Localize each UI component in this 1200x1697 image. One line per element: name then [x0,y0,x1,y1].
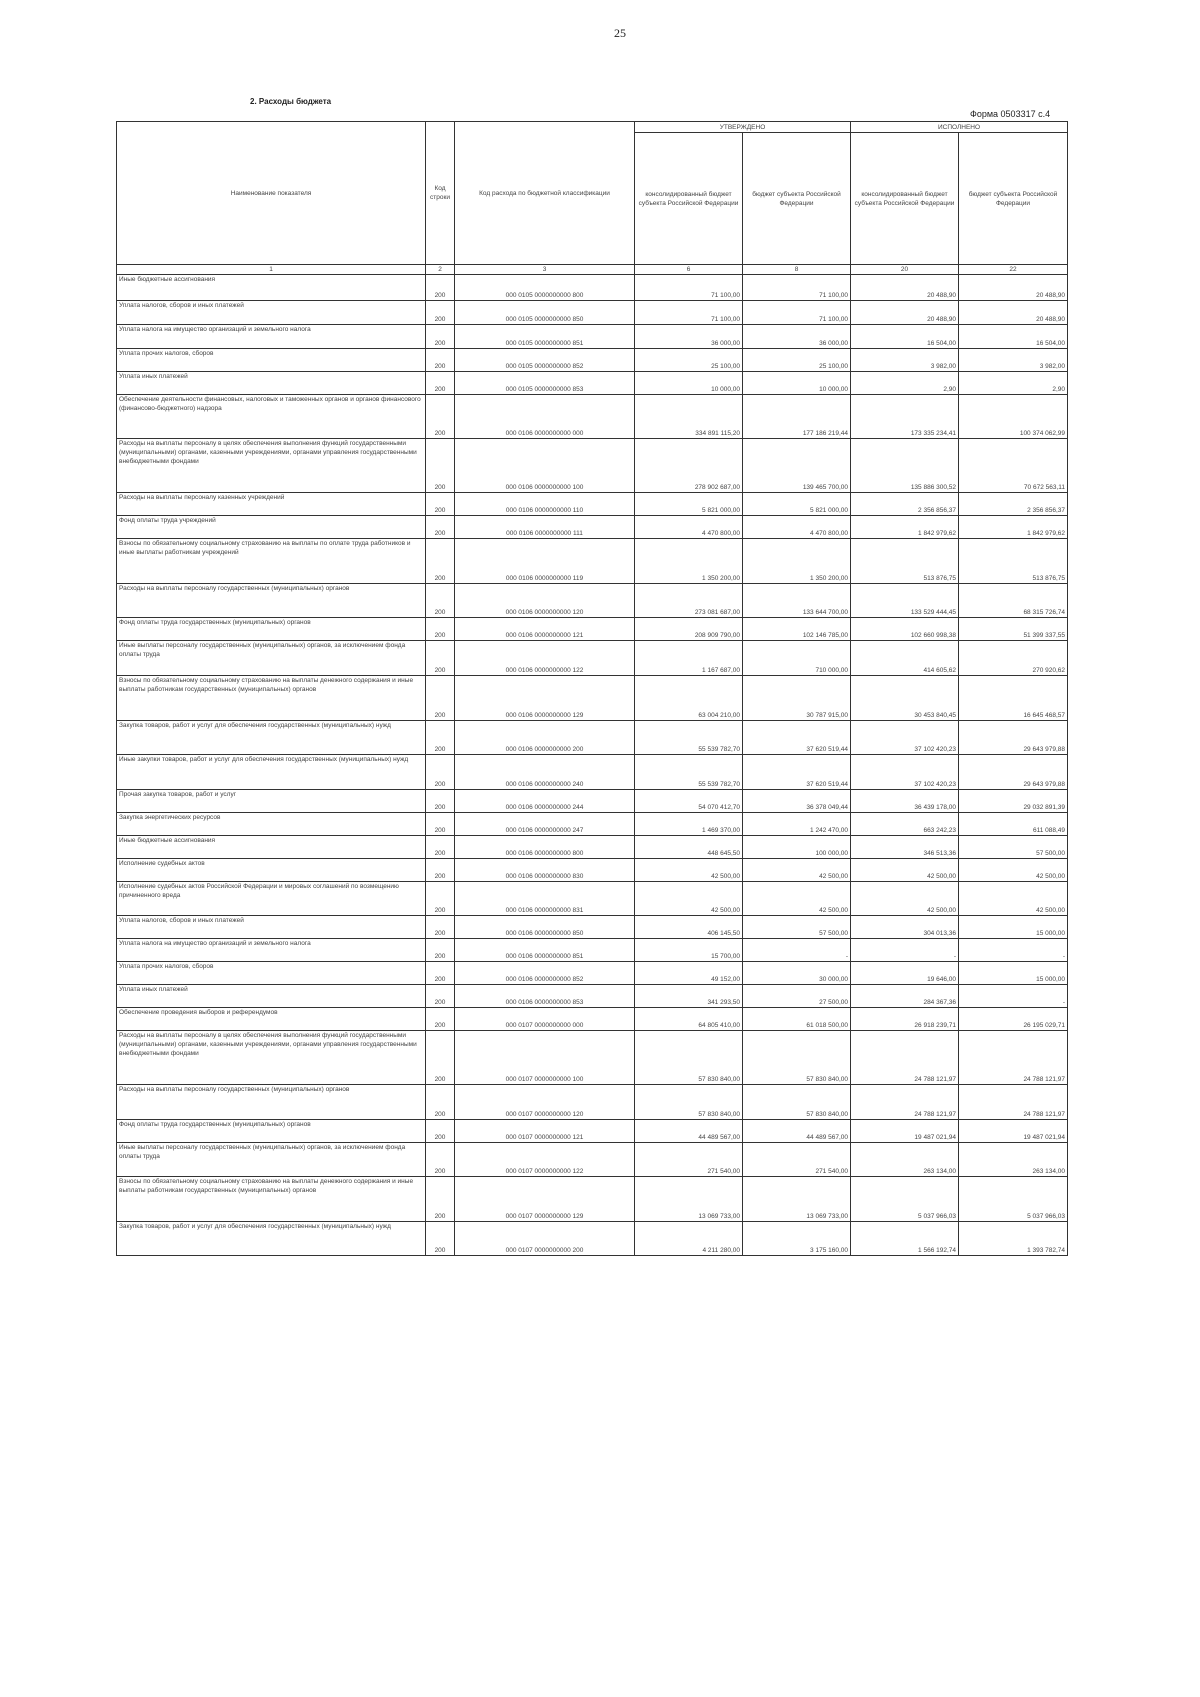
column-number: 2 [426,265,455,275]
table-cell-executed-subject: 1 393 782,74 [959,1222,1068,1256]
table-cell-approved-consolidated: 208 909 790,00 [635,618,743,641]
table-cell-code: 000 0105 0000000000 850 [455,301,635,325]
table-cell-line: 200 [426,439,455,493]
table-cell-executed-consolidated: 133 529 444,45 [851,584,959,618]
table-cell-line: 200 [426,790,455,813]
table-row [117,275,1068,301]
table-cell-approved-consolidated: 25 100,00 [635,349,743,372]
table-cell-name: Обеспечение проведения выборов и референдумов [117,1008,426,1031]
table-cell-code: 000 0106 0000000000 830 [455,859,635,882]
table-cell-executed-consolidated: 304 013,36 [851,916,959,939]
table-cell-executed-subject: 100 374 062,99 [959,395,1068,439]
table-cell-executed-subject: 15 000,00 [959,916,1068,939]
table-cell-code: 000 0106 0000000000 850 [455,916,635,939]
table-row [117,1177,1068,1222]
table-cell-name: Закупка товаров, работ и услуг для обеспечения государственных (муниципальных) нужд [117,721,426,755]
table-cell-executed-consolidated: 19 487 021,94 [851,1120,959,1143]
column-number: 8 [743,265,851,275]
header-line-code: Код строки [426,122,455,265]
table-cell-executed-subject: 42 500,00 [959,882,1068,916]
table-cell-approved-subject: 1 350 200,00 [743,539,851,584]
table-cell-executed-consolidated: 24 788 121,97 [851,1085,959,1120]
table-cell-approved-subject: 27 500,00 [743,985,851,1008]
table-cell-executed-consolidated: 24 788 121,97 [851,1031,959,1085]
table-cell-code: 000 0105 0000000000 853 [455,372,635,395]
table-row [117,539,1068,584]
table-cell-approved-consolidated: 1 469 370,00 [635,813,743,836]
table-cell-executed-subject: 270 920,62 [959,641,1068,676]
table-cell-executed-subject: 15 000,00 [959,962,1068,985]
table-cell-line: 200 [426,1008,455,1031]
table-cell-code: 000 0107 0000000000 200 [455,1222,635,1256]
table-cell-code: 000 0107 0000000000 121 [455,1120,635,1143]
table-cell-approved-subject: 25 100,00 [743,349,851,372]
section-title: 2. Расходы бюджета [250,97,332,106]
table-cell-code: 000 0106 0000000000 247 [455,813,635,836]
table-cell-approved-subject: 5 821 000,00 [743,493,851,516]
table-cell-approved-consolidated: 1 350 200,00 [635,539,743,584]
table-cell-line: 200 [426,1031,455,1085]
table-row [117,1031,1068,1085]
table-row [117,493,1068,516]
table-cell-executed-subject: 16 645 468,57 [959,676,1068,721]
table-cell-name: Закупка товаров, работ и услуг для обеспечения государственных (муниципальных) нужд [117,1222,426,1256]
table-cell-executed-subject: 16 504,00 [959,325,1068,349]
table-cell-line: 200 [426,372,455,395]
table-row [117,516,1068,539]
table-row [117,325,1068,349]
table-cell-executed-subject: 20 488,90 [959,275,1068,301]
table-row [117,1085,1068,1120]
table-row [117,1222,1068,1256]
table-cell-name: Уплата налогов, сборов и иных платежей [117,916,426,939]
table-cell-executed-subject: 26 195 029,71 [959,1008,1068,1031]
table-cell-name: Иные закупки товаров, работ и услуг для обеспечения государственных (муниципальных) нужд [117,755,426,790]
table-row [117,916,1068,939]
table-cell-executed-subject: 42 500,00 [959,859,1068,882]
table-cell-executed-consolidated: 1 566 192,74 [851,1222,959,1256]
header-name: Наименование показателя [117,122,426,265]
header-executed: ИСПОЛНЕНО [851,122,1068,133]
column-number: 20 [851,265,959,275]
table-cell-approved-subject: 42 500,00 [743,882,851,916]
table-cell-executed-consolidated: 37 102 420,23 [851,721,959,755]
table-cell-approved-consolidated: 42 500,00 [635,859,743,882]
table-cell-name: Закупка энергетических ресурсов [117,813,426,836]
table-cell-line: 200 [426,275,455,301]
table-cell-executed-subject: 3 982,00 [959,349,1068,372]
table-row [117,962,1068,985]
table-cell-code: 000 0106 0000000000 122 [455,641,635,676]
table-cell-line: 200 [426,939,455,962]
table-cell-line: 200 [426,641,455,676]
table-cell-code: 000 0106 0000000000 110 [455,493,635,516]
table-cell-name: Взносы по обязательному социальному страхованию на выплаты денежного содержания и иные выплаты работникам государственных (муниципальных) органов [117,676,426,721]
table-cell-line: 200 [426,584,455,618]
table-cell-executed-subject: 29 643 979,88 [959,755,1068,790]
table-cell-name: Прочая закупка товаров, работ и услуг [117,790,426,813]
table-cell-executed-consolidated: 102 660 998,38 [851,618,959,641]
table-cell-approved-subject: 4 470 800,00 [743,516,851,539]
table-cell-executed-subject: 29 643 979,88 [959,721,1068,755]
table-cell-approved-subject: 42 500,00 [743,859,851,882]
header-approved-consolidated: консолидированный бюджет субъекта Российской Федерации [635,133,743,265]
table-cell-executed-subject: - [959,985,1068,1008]
table-cell-line: 200 [426,882,455,916]
table-cell-executed-consolidated: 2 356 856,37 [851,493,959,516]
table-cell-code: 000 0106 0000000000 831 [455,882,635,916]
table-cell-code: 000 0106 0000000000 240 [455,755,635,790]
table-cell-name: Расходы на выплаты персоналу казенных учреждений [117,493,426,516]
page-number: 25 [614,26,626,40]
table-cell-approved-consolidated: 42 500,00 [635,882,743,916]
table-cell-executed-consolidated: 414 605,62 [851,641,959,676]
table-cell-code: 000 0106 0000000000 200 [455,721,635,755]
table-cell-approved-subject: 36 378 049,44 [743,790,851,813]
table-cell-approved-consolidated: 1 167 687,00 [635,641,743,676]
column-number: 3 [455,265,635,275]
table-cell-approved-consolidated: 54 070 412,70 [635,790,743,813]
expenses-table [116,121,1068,1256]
table-cell-executed-consolidated: 42 500,00 [851,859,959,882]
table-cell-approved-consolidated: 71 100,00 [635,301,743,325]
table-cell-approved-consolidated: 334 891 115,20 [635,395,743,439]
table-cell-executed-subject: 263 134,00 [959,1143,1068,1177]
table-row [117,676,1068,721]
table-cell-executed-subject: 2,90 [959,372,1068,395]
table-cell-executed-consolidated: 135 886 300,52 [851,439,959,493]
table-cell-line: 200 [426,836,455,859]
table-cell-name: Расходы на выплаты персоналу в целях обеспечения выполнения функций государственными (муниципальными) органами, казенными учреждениями, органами управления государственными внебюджетными фондами [117,1031,426,1085]
table-cell-approved-consolidated: 10 000,00 [635,372,743,395]
table-cell-executed-subject: 513 876,75 [959,539,1068,584]
table-cell-approved-subject: 102 146 785,00 [743,618,851,641]
table-cell-approved-consolidated: 55 539 782,70 [635,721,743,755]
table-cell-name: Иные бюджетные ассигнования [117,836,426,859]
table-row [117,813,1068,836]
table-cell-approved-consolidated: 49 152,00 [635,962,743,985]
table-cell-approved-consolidated: 278 902 687,00 [635,439,743,493]
header-executed-consolidated: консолидированный бюджет субъекта Российской Федерации [851,133,959,265]
table-cell-executed-subject: 57 500,00 [959,836,1068,859]
table-cell-line: 200 [426,539,455,584]
header-executed-subject: бюджет субъекта Российской Федерации [959,133,1068,265]
table-cell-name: Взносы по обязательному социальному страхованию на выплаты по оплате труда работников и иные выплаты работникам учреждений [117,539,426,584]
table-cell-line: 200 [426,755,455,790]
table-cell-code: 000 0106 0000000000 853 [455,985,635,1008]
table-cell-executed-consolidated: 30 453 840,45 [851,676,959,721]
table-cell-line: 200 [426,325,455,349]
table-cell-executed-subject: - [959,939,1068,962]
table-row [117,372,1068,395]
table-cell-line: 200 [426,1222,455,1256]
table-row [117,584,1068,618]
table-cell-code: 000 0106 0000000000 244 [455,790,635,813]
table-cell-line: 200 [426,962,455,985]
table-cell-name: Уплата иных платежей [117,985,426,1008]
table-cell-approved-subject: 10 000,00 [743,372,851,395]
table-row [117,721,1068,755]
table-cell-executed-subject: 1 842 979,62 [959,516,1068,539]
table-cell-approved-subject: - [743,939,851,962]
table-cell-code: 000 0106 0000000000 121 [455,618,635,641]
table-cell-name: Обеспечение деятельности финансовых, налоговых и таможенных органов и органов финансового (финансово-бюджетного) надзора [117,395,426,439]
table-cell-executed-subject: 24 788 121,97 [959,1085,1068,1120]
table-cell-code: 000 0106 0000000000 800 [455,836,635,859]
table-cell-code: 000 0107 0000000000 100 [455,1031,635,1085]
table-cell-approved-consolidated: 341 293,50 [635,985,743,1008]
table-cell-executed-subject: 68 315 726,74 [959,584,1068,618]
table-cell-approved-subject: 100 000,00 [743,836,851,859]
column-number: 1 [117,265,426,275]
table-cell-executed-consolidated: - [851,939,959,962]
table-cell-approved-subject: 37 620 519,44 [743,721,851,755]
table-cell-code: 000 0106 0000000000 111 [455,516,635,539]
table-cell-code: 000 0107 0000000000 000 [455,1008,635,1031]
table-cell-executed-subject: 29 032 891,39 [959,790,1068,813]
table-cell-approved-subject: 13 069 733,00 [743,1177,851,1222]
table-cell-name: Иные выплаты персоналу государственных (муниципальных) органов, за исключением фонда оплаты труда [117,1143,426,1177]
table-row [117,349,1068,372]
table-cell-line: 200 [426,1177,455,1222]
table-cell-line: 200 [426,516,455,539]
table-cell-executed-subject: 2 356 856,37 [959,493,1068,516]
table-cell-executed-subject: 51 399 337,55 [959,618,1068,641]
table-cell-executed-consolidated: 284 367,36 [851,985,959,1008]
table-cell-approved-subject: 30 787 915,00 [743,676,851,721]
table-cell-approved-subject: 44 489 567,00 [743,1120,851,1143]
table-cell-executed-subject: 611 088,49 [959,813,1068,836]
table-cell-line: 200 [426,493,455,516]
column-number: 22 [959,265,1068,275]
table-cell-name: Расходы на выплаты персоналу в целях обеспечения выполнения функций государственными (муниципальными) органами, казенными учреждениями, органами управления государственными внебюджетными фондами [117,439,426,493]
table-row [117,790,1068,813]
table-cell-executed-consolidated: 263 134,00 [851,1143,959,1177]
table-cell-line: 200 [426,859,455,882]
table-cell-line: 200 [426,1143,455,1177]
table-cell-executed-consolidated: 513 876,75 [851,539,959,584]
table-cell-code: 000 0107 0000000000 129 [455,1177,635,1222]
table-cell-name: Фонд оплаты труда государственных (муниципальных) органов [117,1120,426,1143]
table-cell-name: Иные бюджетные ассигнования [117,275,426,301]
table-cell-line: 200 [426,676,455,721]
header-approved: УТВЕРЖДЕНО [635,122,851,133]
table-cell-line: 200 [426,349,455,372]
table-cell-approved-subject: 57 830 840,00 [743,1031,851,1085]
table-cell-approved-subject: 177 186 219,44 [743,395,851,439]
table-cell-approved-consolidated: 57 830 840,00 [635,1031,743,1085]
table-cell-name: Уплата налогов, сборов и иных платежей [117,301,426,325]
table-cell-code: 000 0107 0000000000 120 [455,1085,635,1120]
table-cell-name: Уплата иных платежей [117,372,426,395]
table-cell-approved-subject: 57 500,00 [743,916,851,939]
table-cell-executed-consolidated: 36 439 178,00 [851,790,959,813]
table-cell-executed-consolidated: 16 504,00 [851,325,959,349]
form-label: Форма 0503317 с.4 [970,109,1051,119]
table-cell-executed-consolidated: 346 513,36 [851,836,959,859]
table-cell-approved-subject: 30 000,00 [743,962,851,985]
table-cell-approved-consolidated: 64 805 410,00 [635,1008,743,1031]
table-cell-executed-consolidated: 19 646,00 [851,962,959,985]
table-cell-line: 200 [426,985,455,1008]
table-cell-name: Фонд оплаты труда учреждений [117,516,426,539]
table-row [117,1120,1068,1143]
table-cell-executed-consolidated: 663 242,23 [851,813,959,836]
table-cell-name: Расходы на выплаты персоналу государственных (муниципальных) органов [117,1085,426,1120]
table-cell-name: Исполнение судебных актов [117,859,426,882]
table-row [117,939,1068,962]
table-cell-executed-subject: 70 672 563,11 [959,439,1068,493]
table-cell-approved-consolidated: 271 540,00 [635,1143,743,1177]
table-cell-approved-consolidated: 15 700,00 [635,939,743,962]
table-cell-executed-subject: 19 487 021,94 [959,1120,1068,1143]
table-cell-executed-consolidated: 20 488,90 [851,301,959,325]
table-cell-approved-consolidated: 4 211 280,00 [635,1222,743,1256]
table-cell-approved-consolidated: 4 470 800,00 [635,516,743,539]
table-cell-approved-subject: 133 644 700,00 [743,584,851,618]
table-cell-code: 000 0105 0000000000 851 [455,325,635,349]
table-cell-approved-consolidated: 5 821 000,00 [635,493,743,516]
header-approved-subject: бюджет субъекта Российской Федерации [743,133,851,265]
table-cell-executed-subject: 24 788 121,97 [959,1031,1068,1085]
table-cell-executed-consolidated: 26 918 239,71 [851,1008,959,1031]
table-cell-approved-subject: 61 018 500,00 [743,1008,851,1031]
table-cell-approved-subject: 71 100,00 [743,301,851,325]
table-row [117,1143,1068,1177]
table-cell-executed-subject: 5 037 966,03 [959,1177,1068,1222]
table-cell-executed-subject: 20 488,90 [959,301,1068,325]
table-cell-approved-subject: 271 540,00 [743,1143,851,1177]
table-cell-name: Уплата налога на имущество организаций и земельного налога [117,325,426,349]
table-cell-executed-consolidated: 1 842 979,62 [851,516,959,539]
table-row [117,755,1068,790]
table-cell-approved-subject: 710 000,00 [743,641,851,676]
table-cell-approved-subject: 37 620 519,44 [743,755,851,790]
table-row [117,985,1068,1008]
table-cell-line: 200 [426,1120,455,1143]
table-cell-executed-consolidated: 42 500,00 [851,882,959,916]
table-cell-line: 200 [426,813,455,836]
table-cell-approved-consolidated: 57 830 840,00 [635,1085,743,1120]
table-cell-code: 000 0106 0000000000 119 [455,539,635,584]
table-cell-code: 000 0106 0000000000 100 [455,439,635,493]
table-cell-code: 000 0107 0000000000 122 [455,1143,635,1177]
table-cell-line: 200 [426,916,455,939]
table-cell-code: 000 0106 0000000000 851 [455,939,635,962]
table-cell-approved-subject: 3 175 160,00 [743,1222,851,1256]
table-cell-approved-consolidated: 406 145,50 [635,916,743,939]
table-cell-approved-subject: 139 465 700,00 [743,439,851,493]
table-cell-line: 200 [426,395,455,439]
table-row [117,618,1068,641]
table-cell-approved-subject: 1 242 470,00 [743,813,851,836]
table-cell-code: 000 0106 0000000000 120 [455,584,635,618]
table-cell-approved-consolidated: 55 539 782,70 [635,755,743,790]
table-cell-approved-consolidated: 44 489 567,00 [635,1120,743,1143]
table-cell-approved-consolidated: 71 100,00 [635,275,743,301]
table-cell-approved-consolidated: 13 069 733,00 [635,1177,743,1222]
table-row [117,641,1068,676]
table-cell-line: 200 [426,618,455,641]
table-cell-executed-consolidated: 3 982,00 [851,349,959,372]
table-cell-code: 000 0105 0000000000 800 [455,275,635,301]
table-cell-approved-subject: 71 100,00 [743,275,851,301]
table-cell-name: Расходы на выплаты персоналу государственных (муниципальных) органов [117,584,426,618]
column-number: 6 [635,265,743,275]
table-cell-name: Иные выплаты персоналу государственных (муниципальных) органов, за исключением фонда оплаты труда [117,641,426,676]
table-cell-code: 000 0105 0000000000 852 [455,349,635,372]
table-cell-name: Уплата прочих налогов, сборов [117,962,426,985]
table-cell-approved-consolidated: 36 000,00 [635,325,743,349]
table-cell-code: 000 0106 0000000000 852 [455,962,635,985]
table-row [117,395,1068,439]
table-cell-executed-consolidated: 173 335 234,41 [851,395,959,439]
table-cell-name: Уплата налога на имущество организаций и земельного налога [117,939,426,962]
table-cell-approved-subject: 36 000,00 [743,325,851,349]
table-cell-approved-consolidated: 63 004 210,00 [635,676,743,721]
table-cell-name: Исполнение судебных актов Российской Федерации и мировых соглашений по возмещению причиненного вреда [117,882,426,916]
table-cell-line: 200 [426,721,455,755]
table-row [117,439,1068,493]
table-cell-executed-consolidated: 37 102 420,23 [851,755,959,790]
table-body [117,275,1068,1256]
table-row [117,882,1068,916]
table-cell-approved-consolidated: 448 645,50 [635,836,743,859]
table-cell-name: Взносы по обязательному социальному страхованию на выплаты денежного содержания и иные выплаты работникам государственных (муниципальных) органов [117,1177,426,1222]
table-row [117,859,1068,882]
header-budget-code: Код расхода по бюджетной классификации [455,122,635,265]
table-cell-executed-consolidated: 5 037 966,03 [851,1177,959,1222]
table-cell-name: Уплата прочих налогов, сборов [117,349,426,372]
table-cell-line: 200 [426,301,455,325]
table-cell-code: 000 0106 0000000000 129 [455,676,635,721]
table-row [117,836,1068,859]
table-cell-approved-consolidated: 273 081 687,00 [635,584,743,618]
table-cell-executed-consolidated: 2,90 [851,372,959,395]
table-row [117,1008,1068,1031]
table-row [117,301,1068,325]
table-cell-executed-consolidated: 20 488,90 [851,275,959,301]
table-cell-approved-subject: 57 830 840,00 [743,1085,851,1120]
table-cell-name: Фонд оплаты труда государственных (муниципальных) органов [117,618,426,641]
table-cell-line: 200 [426,1085,455,1120]
table-cell-code: 000 0106 0000000000 000 [455,395,635,439]
